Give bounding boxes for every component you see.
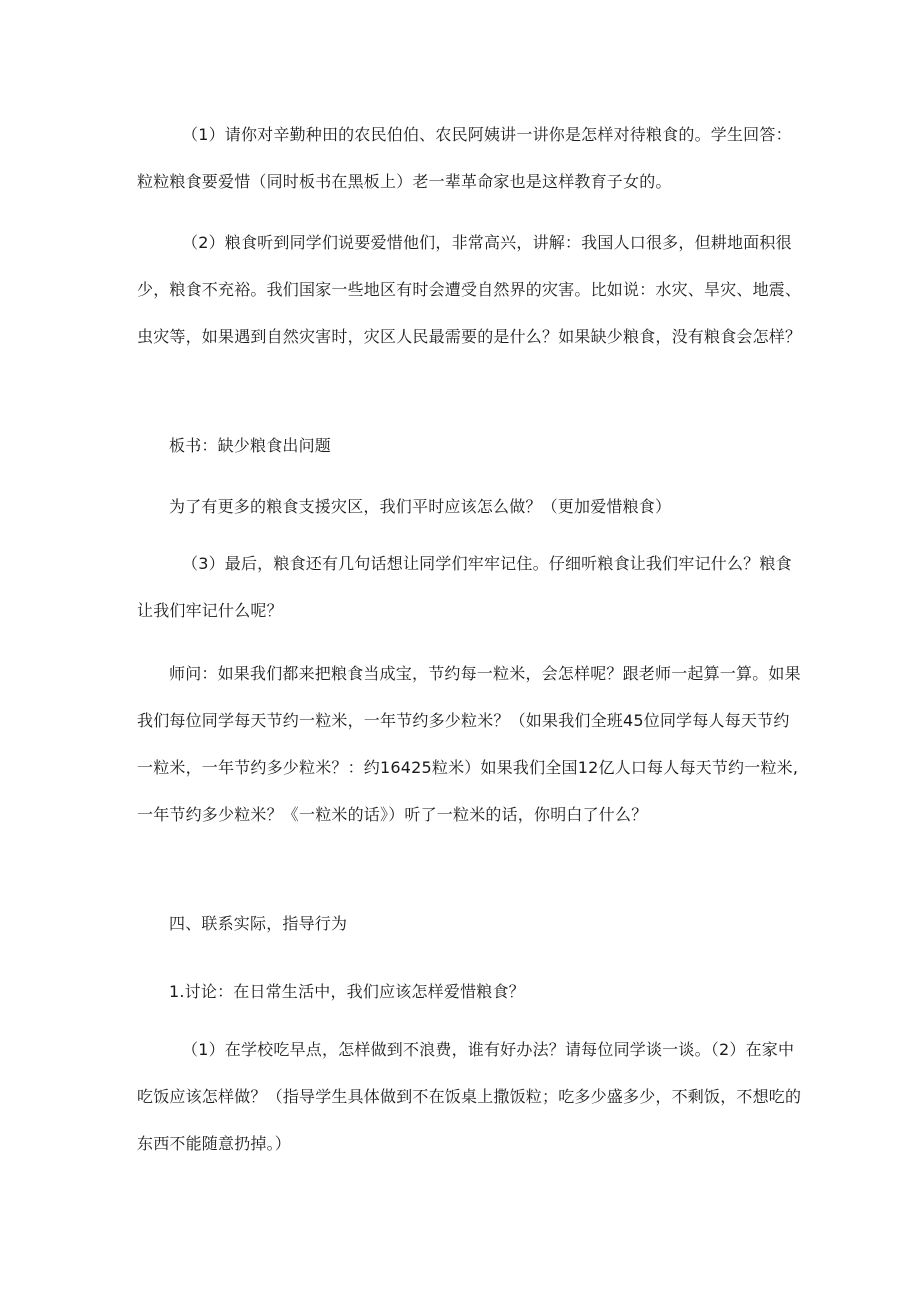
paragraph-9: （1）在学校吃早点，怎样做到不浪费，谁有好办法？请每位同学谈一谈。（2）在家中吃饭应该怎样做？（指导学生具体做到不在饭桌上撒饭粒；吃多少盛多少，不剩饭，不想吃的东西不能随意扔掉。） <box>137 1040 802 1153</box>
paragraph-5: （3）最后，粮食还有几句话想让同学们牢牢记住。仔细听粮食让我们牢记什么？粮食让我们牢记什么呢？ <box>137 554 792 620</box>
paragraph-6: 师问：如果我们都来把粮食当成宝，节约每一粒米，会怎样呢？跟老师一起算一算。如果我们每位同学每天节约一粒米，一年节约多少粒米？（如果我们全班45位同学每人每天节约一粒米，一年节约多少粒米？：约16425粒米）如果我们全国12亿人口每人每天节约一粒米,一年节约多少粒米？《一粒米的话》）听了一粒米的话，你明白了什么？ <box>137 664 801 824</box>
paragraph-4: 为了有更多的粮食支援灾区，我们平时应该怎么做？（更加爱惜粮食） <box>169 497 672 516</box>
paragraph-1: （1）请你对辛勤种田的农民伯伯、农民阿姨讲一讲你是怎样对待粮食的。学生回答：粒粒粮食要爱惜（同时板书在黑板上）老一辈革命家也是这样教育子女的。 <box>137 125 792 191</box>
section-heading: 四、联系实际，指导行为 <box>169 914 348 933</box>
paragraph-3: 板书：缺少粮食出问题 <box>169 436 332 455</box>
paragraph-8: 1.讨论：在日常生活中，我们应该怎样爱惜粮食？ <box>169 982 525 1001</box>
paragraph-2: （2）粮食听到同学们说要爱惜他们，非常高兴，讲解：我国人口很多，但耕地面积很少，粮食不充裕。我们国家一些地区有时会遭受自然界的灾害。比如说：水灾、旱灾、地震、虫灾等，如果遇到自然灾害时，灾区人民最需要的是什么？如果缺少粮食，没有粮食会怎样？ <box>137 233 802 346</box>
